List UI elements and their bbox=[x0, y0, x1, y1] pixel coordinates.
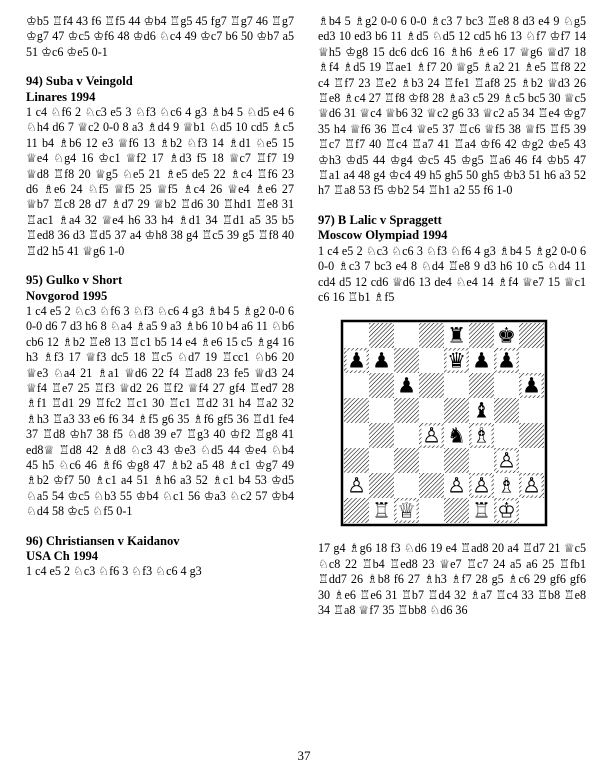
game-continuation: ♗b4 5 ♗g2 0-0 6 0-0 ♗c3 7 bc3 ♖e8 8 d3 e4 9 ♘g5 ed3 10 ed3 b6 11 ♗d5 ♘d5 12 cd5 h6 13 ♘f7 ♔f7 14 ♕h5 ♔g8 15 dc6 dc6 16 ♗h6 ♗e6 17 ♕g6 ♕d7 18 ♗f4 ♗d5 19 ♖ae1 ♗f7 20 ♕g5 ♗a2 21 ♗e5 ♖f8 22 c4 ♖f7 23 ♖e2 ♗b3 24 ♖fe1 ♖af8 25 ♗b2 ♕d3 26 ♖e8 ♗c4 27 ♖f8 ♔f8 28 ♗a3 c5 29 ♗c5 bc5 30 ♕c5 ♕d6 31 ♕c4 ♕b6 32 ♕c2 g6 33 ♕c2 a5 34 ♖e4 ♔g7 35 h4 ♕f6 36 ♖c4 ♕e5 37 ♖c6 ♕f5 38 ♕f5 ♖f5 39 ♖c7 ♖f7 40 ♖c4 ♖a7 41 ♖a4 ♔f6 42 ♔g2 ♔e5 43 ♔h3 ♔d5 44 ♔g4 ♔c5 45 ♔g5 ♖a6 46 f4 ♔b5 47 ♖a1 a4 48 g4 ♔c4 49 h5 gh5 50 gh5 ♔b3 51 h6 a3 52 h7 ♖a8 53 f5 ♔b2 54 ♖h1 a2 55 f6 1-0 bbox=[318, 14, 586, 198]
chess-piece-icon: ♙ bbox=[522, 473, 541, 498]
light-square bbox=[394, 323, 419, 348]
game-header bbox=[26, 74, 294, 105]
light-square bbox=[494, 373, 519, 398]
chess-diagram bbox=[340, 319, 548, 527]
chess-piece-icon: ♔ bbox=[497, 498, 516, 523]
chess-piece-icon: ♖ bbox=[372, 498, 391, 523]
game-moves: 1 c4 ♘f6 2 ♘c3 e5 3 ♘f3 ♘c6 4 g3 ♗b4 5 ♘d5 e4 6 ♘h4 d6 7 ♕c2 0-0 8 a3 ♗d4 9 ♕b1 ♘d5 10 cd5 ♗c5 11 b4 ♗b6 12 e3 ♕f6 13 ♗b2 ♘f3 14 ♗d1 ♘e5 15 ♕e4 ♘g4 16 ♔c1 ♕f2 17 ♗d3 f5 18 ♕c7 ♖f7 19 ♕d8 ♖f8 20 ♕g5 ♘e5 21 ♗e5 de5 22 ♗c4 ♖f6 23 d6 ♗e6 24 ♘f5 ♕f5 25 ♕f5 ♗c4 26 ♕e4 ♗e6 27 ♕b7 ♖c8 28 d7 ♗d7 29 ♕b2 ♖d6 30 ♖hd1 ♖e8 31 ♖ac1 ♗a4 32 ♕e4 h6 33 h4 ♗d1 34 ♖d1 a5 35 b5 ♖ed8 36 d3 ♖d5 37 a4 ♔h8 38 g4 ♖c5 39 g5 ♖f8 40 ♖d2 h5 41 ♕g6 1-0 bbox=[26, 105, 294, 258]
game-header bbox=[26, 273, 294, 304]
chess-piece-icon: ♗ bbox=[497, 473, 516, 498]
light-square bbox=[469, 448, 494, 473]
light-square bbox=[419, 398, 444, 423]
chess-piece-icon: ♖ bbox=[472, 498, 491, 523]
chess-piece-icon: ♟ bbox=[497, 348, 516, 373]
chess-piece-icon: ♟ bbox=[472, 348, 491, 373]
chess-piece-icon: ♛ bbox=[447, 348, 466, 373]
dark-square bbox=[444, 448, 469, 473]
light-square bbox=[394, 473, 419, 498]
game-title: 94) Suba v Veingold bbox=[26, 74, 133, 89]
game-title: 95) Gulko v Short bbox=[26, 273, 123, 288]
chess-piece-icon: ♟ bbox=[522, 373, 541, 398]
chess-piece-icon: ♟ bbox=[347, 348, 366, 373]
dark-square bbox=[469, 373, 494, 398]
game-moves: 1 c4 e5 2 ♘c3 ♘f6 3 ♘f3 ♘c6 4 g3 ♗b4 5 ♗g2 0-0 6 0-0 d6 7 d3 h6 8 ♘a4 ♗a5 9 a3 ♗b6 10 b4 a6 11 ♘b6 cb6 12 ♗b2 ♖e8 13 ♖c1 b5 14 e4 ♗e6 15 c5 ♗g4 16 h3 ♗f3 17 ♕f3 dc5 18 ♖c5 ♘d7 19 ♖cc1 ♘b6 20 ♕e3 ♘a4 21 ♗a1 ♕d6 22 f4 ♖ad8 23 fe5 ♕d3 24 ♕f4 ♖e7 25 ♖f3 ♕d2 26 ♖f2 ♕f4 27 gf4 ♖ed7 28 ♗f1 ♖d1 29 ♖fc2 ♖c1 30 ♖c1 ♖d2 31 h4 ♖a2 32 ♗h3 ♖a3 33 e6 f6 34 ♗f5 g6 35 ♗f6 gf5 36 ♖d1 fe4 37 ♖d8 ♔h7 38 f5 ♘d8 39 e7 ♖g3 40 ♔f2 ♖g8 41 ed8♕ ♖d8 42 ♗d8 ♘c3 43 ♔e3 ♘d5 44 ♔e4 ♘b4 45 h5 ♘c6 46 ♗f6 ♔g8 47 ♗b2 a5 48 ♗c1 ♔g7 49 ♗b2 ♔f7 50 ♗c1 a4 51 ♗h6 a3 52 ♗c1 b4 53 ♔d5 ♘a5 54 ♔c5 ♘b3 55 ♔b4 ♘c1 56 ♔a3 ♘c2 57 ♔b4 ♘d4 58 ♔c5 ♘f5 0-1 bbox=[26, 303, 294, 519]
page-number: 37 bbox=[297, 748, 311, 763]
game-event: Novgorod 1995 bbox=[26, 288, 108, 303]
light-square bbox=[519, 498, 544, 523]
light-square bbox=[344, 373, 369, 398]
chess-piece-icon: ♝ bbox=[472, 398, 491, 423]
chess-piece-icon: ♙ bbox=[472, 473, 491, 498]
dark-square bbox=[369, 423, 394, 448]
light-square bbox=[419, 348, 444, 373]
chess-piece-icon: ♚ bbox=[497, 323, 516, 348]
dark-square bbox=[394, 348, 419, 373]
dark-square bbox=[394, 398, 419, 423]
dark-square bbox=[419, 473, 444, 498]
dark-square bbox=[344, 498, 369, 523]
game-moves: 17 g4 ♗g6 18 f3 ♘d6 19 e4 ♖ad8 20 a4 ♖d7 21 ♕c5 ♘c8 22 ♖b4 ♖ed8 23 ♕e7 ♖c7 24 a5 a6 25 ♖fb1 ♖dd7 26 ♗b8 f6 27 ♗h3 ♗f7 28 g5 ♗c6 29 gf6 gf6 30 ♗e6 ♖e6 31 ♖b7 ♖d4 32 ♗a7 ♖c4 33 ♖b8 ♖e8 34 ♖a8 ♕f7 35 ♖bb8 ♘d6 36 bbox=[318, 541, 586, 617]
light-square bbox=[369, 448, 394, 473]
light-square bbox=[444, 373, 469, 398]
game-header bbox=[318, 213, 586, 244]
chess-piece-icon: ♜ bbox=[447, 323, 466, 348]
dark-square bbox=[419, 373, 444, 398]
chess-piece-icon: ♙ bbox=[422, 423, 441, 448]
chess-board bbox=[340, 319, 548, 527]
chess-piece-icon: ♙ bbox=[497, 448, 516, 473]
left-column bbox=[26, 14, 294, 580]
dark-square bbox=[369, 373, 394, 398]
game-event: Moscow Olympiad 1994 bbox=[318, 228, 448, 243]
chess-piece-icon: ♞ bbox=[447, 423, 466, 448]
game-continuation: ♔b5 ♖f4 43 f6 ♖f5 44 ♔b4 ♖g5 45 fg7 ♖g7 46 ♖g7 ♔g7 47 ♔c5 ♔f6 48 ♔d6 ♘c4 49 ♔c7 b6 50 ♔b7 a5 51 ♔c6 ♔e5 0-1 bbox=[26, 14, 294, 59]
game-moves: 1 c4 e5 2 ♘c3 ♘f6 3 ♘f3 ♘c6 4 g3 bbox=[26, 564, 202, 579]
chess-piece-icon: ♗ bbox=[472, 423, 491, 448]
chess-piece-icon: ♟ bbox=[397, 373, 416, 398]
chess-piece-icon: ♕ bbox=[397, 498, 416, 523]
dark-square bbox=[519, 323, 544, 348]
chess-piece-icon: ♟ bbox=[372, 348, 391, 373]
game-event: Linares 1994 bbox=[26, 89, 96, 104]
dark-square bbox=[369, 323, 394, 348]
dark-square bbox=[344, 398, 369, 423]
light-square bbox=[344, 423, 369, 448]
chess-piece-icon: ♙ bbox=[347, 473, 366, 498]
game-title: 97) B Lalic v Spraggett bbox=[318, 212, 442, 227]
light-square bbox=[419, 448, 444, 473]
light-square bbox=[494, 423, 519, 448]
dark-square bbox=[394, 448, 419, 473]
light-square bbox=[394, 423, 419, 448]
dark-square bbox=[444, 398, 469, 423]
light-square bbox=[519, 448, 544, 473]
light-square bbox=[344, 323, 369, 348]
light-square bbox=[369, 398, 394, 423]
right-column bbox=[318, 14, 586, 618]
dark-square bbox=[469, 323, 494, 348]
light-square bbox=[419, 498, 444, 523]
dark-square bbox=[419, 323, 444, 348]
dark-square bbox=[444, 498, 469, 523]
game-header bbox=[26, 534, 294, 565]
dark-square bbox=[494, 398, 519, 423]
light-square bbox=[519, 348, 544, 373]
chess-piece-icon: ♙ bbox=[447, 473, 466, 498]
dark-square bbox=[344, 448, 369, 473]
light-square bbox=[519, 398, 544, 423]
dark-square bbox=[519, 423, 544, 448]
game-title: 96) Christiansen v Kaidanov bbox=[26, 533, 180, 548]
game-moves: 1 c4 e5 2 ♘c3 ♘c6 3 ♘f3 ♘f6 4 g3 ♗b4 5 ♗g2 0-0 6 0-0 ♗c3 7 bc3 e4 8 ♘d4 ♖e8 9 d3 h6 10 c5 ♘d4 11 cd4 d5 12 cd6 ♕d6 13 de4 ♘e4 14 ♗f4 ♕e7 15 ♕c1 c6 16 ♖b1 ♗f5 bbox=[318, 243, 586, 304]
game-event: USA Ch 1994 bbox=[26, 549, 99, 563]
dark-square bbox=[369, 473, 394, 498]
